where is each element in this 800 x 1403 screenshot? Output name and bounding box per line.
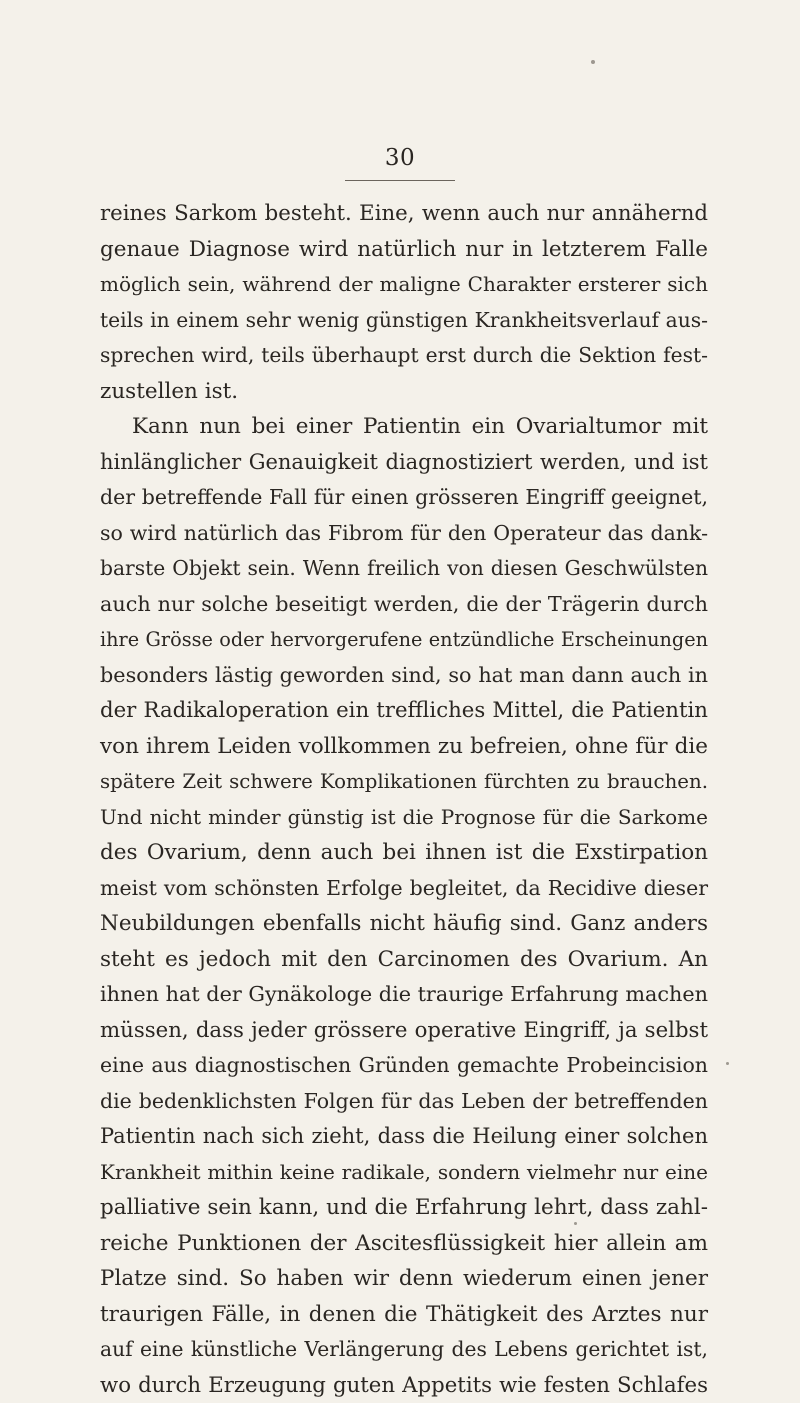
text-line: der Radikaloperation ein treffliches Mittel, die Patientin: [100, 693, 708, 729]
text-line: der betreffende Fall für einen grösseren Eingriff geeignet,: [100, 480, 708, 516]
text-line: auch nur solche beseitigt werden, die der Trägerin durch: [100, 587, 708, 623]
text-line: müssen, dass jeder grössere operative Eingriff, ja selbst: [100, 1013, 708, 1049]
print-speck: [726, 1062, 729, 1065]
text-line: spätere Zeit schwere Komplikationen fürchten zu brauchen.: [100, 764, 708, 800]
body-text: [100, 196, 708, 1403]
text-line: möglich sein, während der maligne Charakter ersterer sich: [100, 267, 708, 303]
text-line: eine aus diagnostischen Gründen gemachte Probeincision: [100, 1048, 708, 1084]
text-line: meist vom schönsten Erfolge begleitet, da Recidive dieser: [100, 871, 708, 907]
text-line: zustellen ist.: [100, 374, 708, 410]
header-rule: [345, 180, 455, 181]
text-line: steht es jedoch mit den Carcinomen des Ovarium. An: [100, 942, 708, 978]
text-line: des Ovarium, denn auch bei ihnen ist die Exstirpation: [100, 835, 708, 871]
text-line: ihre Grösse oder hervorgerufene entzündliche Erscheinungen: [100, 622, 708, 658]
page-number: 30: [0, 145, 800, 171]
text-line: traurigen Fälle, in denen die Thätigkeit des Arztes nur: [100, 1297, 708, 1333]
text-line: wo durch Erzeugung guten Appetits wie festen Schlafes: [100, 1368, 708, 1403]
text-line: ihnen hat der Gynäkologe die traurige Erfahrung machen: [100, 977, 708, 1013]
text-line: Kann nun bei einer Patientin ein Ovarialtumor mit: [100, 409, 708, 445]
text-line: besonders lästig geworden sind, so hat man dann auch in: [100, 658, 708, 694]
text-line: auf eine künstliche Verlängerung des Lebens gerichtet ist,: [100, 1332, 708, 1368]
text-line: die bedenklichsten Folgen für das Leben der betreffenden: [100, 1084, 708, 1120]
text-line: barste Objekt sein. Wenn freilich von diesen Geschwülsten: [100, 551, 708, 587]
text-line: so wird natürlich das Fibrom für den Operateur das dank-: [100, 516, 708, 552]
text-line: Und nicht minder günstig ist die Prognose für die Sarkome: [100, 800, 708, 836]
text-line: von ihrem Leiden vollkommen zu befreien, ohne für die: [100, 729, 708, 765]
text-line: Neubildungen ebenfalls nicht häufig sind. Ganz anders: [100, 906, 708, 942]
text-line: Platze sind. So haben wir denn wiederum einen jener: [100, 1261, 708, 1297]
text-line: Patientin nach sich zieht, dass die Heilung einer solchen: [100, 1119, 708, 1155]
text-line: genaue Diagnose wird natürlich nur in letzterem Falle: [100, 232, 708, 268]
text-line: reiche Punktionen der Ascitesflüssigkeit hier allein am: [100, 1226, 708, 1262]
text-line: hinlänglicher Genauigkeit diagnostiziert werden, und ist: [100, 445, 708, 481]
text-line: Krankheit mithin keine radikale, sondern vielmehr nur eine: [100, 1155, 708, 1191]
print-speck: [591, 60, 595, 64]
text-line: teils in einem sehr wenig günstigen Krankheitsverlauf aus-: [100, 303, 708, 339]
text-line: palliative sein kann, und die Erfahrung lehrt, dass zahl-: [100, 1190, 708, 1226]
text-line: sprechen wird, teils überhaupt erst durch die Sektion fest-: [100, 338, 708, 374]
text-line: reines Sarkom besteht. Eine, wenn auch nur annähernd: [100, 196, 708, 232]
